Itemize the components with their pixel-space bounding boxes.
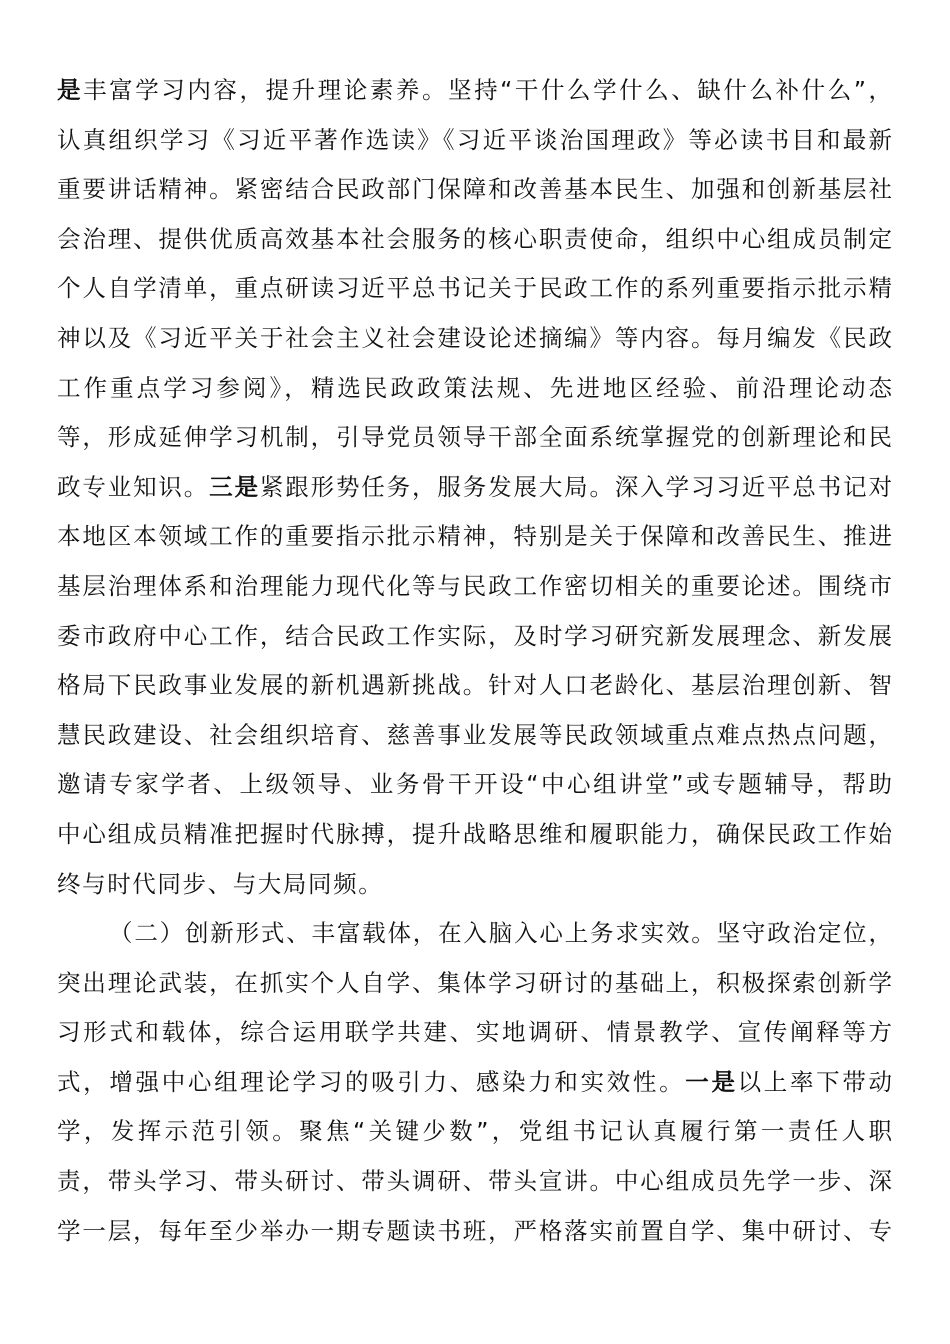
text-segment: 习形式和载体，综合运用联学共建、实地调研、情景教学、宣传阐释等方 [57, 1018, 892, 1047]
text-segment: 认真组织学习《习近平著作选读》《习近平谈治国理政》等必读书目和最新 [57, 125, 892, 154]
text-segment: 神以及《习近平关于社会主义社会建设论述摘编》等内容。每月编发《民政 [57, 323, 892, 352]
text-segment: 重要讲话精神。紧密结合民政部门保障和改善基本民生、加强和创新基层社 [57, 175, 892, 204]
text-segment: 责，带头学习、带头研讨、带头调研、带头宣讲。中心组成员先学一步、深 [57, 1167, 892, 1196]
bold-lead-text: 三是 [209, 472, 260, 501]
text-segment: 格局下民政事业发展的新机遇新挑战。针对人口老龄化、基层治理创新、智 [57, 671, 892, 700]
text-segment: （二）创新形式、丰富载体，在入脑入心上务求实效。坚守政治定位， [109, 919, 892, 948]
text-line [57, 66, 892, 116]
text-segment: 个人自学清单，重点研读习近平总书记关于民政工作的系列重要指示批示精 [57, 274, 892, 303]
text-segment: 等，形成延伸学习机制，引导党员领导干部全面系统掌握党的创新理论和民 [57, 423, 892, 452]
text-line [57, 1157, 892, 1207]
text-line [57, 562, 892, 612]
text-segment: 中心组成员精准把握时代脉搏，提升战略思维和履职能力，确保民政工作始 [57, 819, 892, 848]
text-line [57, 364, 892, 414]
text-segment: 突出理论武装，在抓实个人自学、集体学习研讨的基础上，积极探索创新学 [57, 968, 892, 997]
text-segment: 以上率下带动 [737, 1067, 892, 1096]
text-segment: 会治理、提供优质高效基本社会服务的核心职责使命，组织中心组成员制定 [57, 224, 892, 253]
text-segment: 终与时代同步、与大局同频。 [57, 869, 384, 898]
text-segment: 邀请专家学者、上级领导、业务骨干开设“中心组讲堂”或专题辅导，帮助 [57, 770, 892, 799]
text-line [57, 116, 892, 166]
text-line [57, 661, 892, 711]
text-line [57, 314, 892, 364]
body-text [57, 66, 892, 1256]
text-line [57, 1008, 892, 1058]
text-segment: 工作重点学习参阅》，精选民政政策法规、先进地区经验、前沿理论动态 [57, 373, 892, 402]
text-line [57, 512, 892, 562]
text-segment: 委市政府中心工作，结合民政工作实际，及时学习研究新发展理念、新发展 [57, 621, 892, 650]
text-segment: 政专业知识。 [57, 472, 210, 501]
text-segment: 丰富学习内容，提升理论素养。坚持“干什么学什么、缺什么补什么”， [83, 76, 892, 104]
text-segment: 学一层，每年至少举办一期专题读书班，严格落实前置自学、集中研讨、专 [57, 1216, 892, 1245]
paragraph-continuation [57, 66, 892, 909]
text-line [57, 959, 892, 1009]
text-segment: 学，发挥示范引领。聚焦“关键少数”，党组书记认真履行第一责任人职 [57, 1117, 892, 1146]
text-line [57, 264, 892, 314]
text-line [57, 413, 892, 463]
bold-lead-text: 一是 [685, 1067, 738, 1096]
text-line [57, 711, 892, 761]
text-line [57, 612, 892, 662]
text-line [57, 215, 892, 265]
bold-lead-text: 是 [57, 76, 84, 104]
text-line [57, 1207, 892, 1257]
text-line [57, 165, 892, 215]
text-line [57, 463, 892, 513]
text-line [57, 860, 892, 910]
text-segment: 基层治理体系和治理能力现代化等与民政工作密切相关的重要论述。围绕市 [57, 571, 892, 600]
text-line [57, 1107, 892, 1157]
text-line [57, 810, 892, 860]
text-line [57, 1058, 892, 1108]
text-segment: 本地区本领域工作的重要指示批示精神，特别是关于保障和改善民生、推进 [57, 522, 892, 551]
text-segment: 慧民政建设、社会组织培育、慈善事业发展等民政领域重点难点热点问题， [57, 720, 892, 749]
text-segment: 式，增强中心组理论学习的吸引力、感染力和实效性。 [57, 1067, 686, 1096]
text-line [57, 760, 892, 810]
text-line [57, 909, 892, 959]
text-segment: 紧跟形势任务，服务发展大局。深入学习习近平总书记对 [259, 472, 892, 501]
paragraph-section-two [57, 909, 892, 1256]
